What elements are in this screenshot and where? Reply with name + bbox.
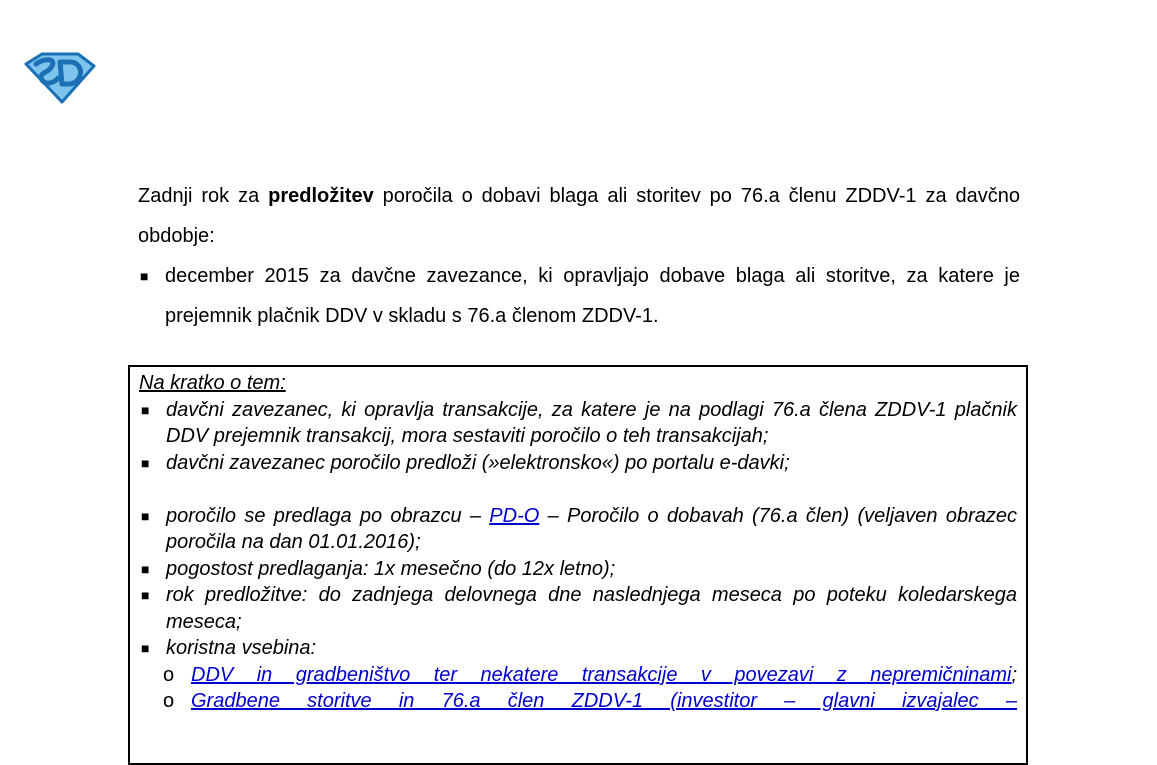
form-text-pre: poročilo se predlaga po obrazcu – (166, 504, 490, 527)
construction-services-link[interactable]: Gradbene storitve in 76.a člen ZDDV-1 (investitor – glavni izvajalec – (191, 690, 1017, 712)
intro-text-post: poročila o dobavi blaga ali storitev po 76.a členu ZDDV-1 za davčno obdobje: (138, 185, 1020, 247)
bullet-icon: ■ (141, 401, 150, 418)
summary-list (139, 397, 1017, 662)
useful-links-list (139, 662, 1017, 715)
frequency-text: pogostost predlaganja: 1x mesečno (do 12x letno); (166, 557, 616, 580)
intro-text-pre: Zadnji rok za (138, 185, 269, 207)
bullet-icon: ■ (141, 454, 150, 471)
pd-o-form-link[interactable]: PD-O (489, 504, 540, 527)
summary-box (128, 365, 1028, 765)
summary-item-text: davčni zavezanec poročilo predloži (»elektronsko«) po portalu e-davki; (166, 451, 790, 474)
useful-link-item (139, 688, 1017, 715)
bullet-icon: ■ (141, 507, 150, 524)
company-logo (22, 50, 96, 104)
summary-item-deadline (139, 582, 1017, 635)
bullet-icon: ■ (141, 560, 150, 577)
intro-bullet (138, 256, 1020, 336)
construction-vat-link[interactable]: DDV in gradbeništvo ter nekatere transakcije v povezavi z nepremičninami (191, 663, 1012, 686)
summary-item (139, 397, 1017, 450)
circle-bullet-icon: o (163, 663, 175, 686)
form-text-post: – Poročilo o dobavah (76.a člen) (veljaven obrazec poročila na dan 01.01.2016); (166, 504, 1017, 553)
summary-item-form (139, 503, 1017, 556)
bullet-icon: ■ (141, 587, 150, 603)
bullet-icon: ■ (140, 268, 149, 284)
intro-section (138, 176, 1020, 336)
summary-item-frequency (139, 556, 1017, 583)
useful-text: koristna vsebina: (166, 637, 317, 659)
summary-item-useful (139, 635, 1017, 662)
summary-item (139, 450, 1017, 477)
intro-list (138, 256, 1020, 336)
useful-link-item (139, 662, 1017, 689)
intro-bullet-text: december 2015 za davčne zavezance, ki opravljajo dobave blaga ali storitve, za katere je prejemnik plačnik DDV v skladu s 76.a členom ZDDV-1. (165, 265, 1020, 327)
summary-title: Na kratko o tem: (139, 372, 286, 394)
circle-bullet-icon: o (163, 690, 175, 712)
bullet-icon: ■ (141, 640, 150, 656)
intro-text-bold: predložitev (268, 185, 374, 207)
summary-item-text: davčni zavezanec, ki opravlja transakcije, za katere je na podlagi 76.a člena ZDDV-1 plačnik DDV prejemnik transakcij, mora sestaviti poročilo o teh transakcijah; (166, 398, 1017, 447)
deadline-text: rok predložitve: do zadnjega delovnega dne naslednjega meseca po poteku koledarskega meseca; (166, 584, 1017, 633)
intro-paragraph (138, 176, 1020, 256)
link-suffix: ; (1011, 663, 1017, 686)
